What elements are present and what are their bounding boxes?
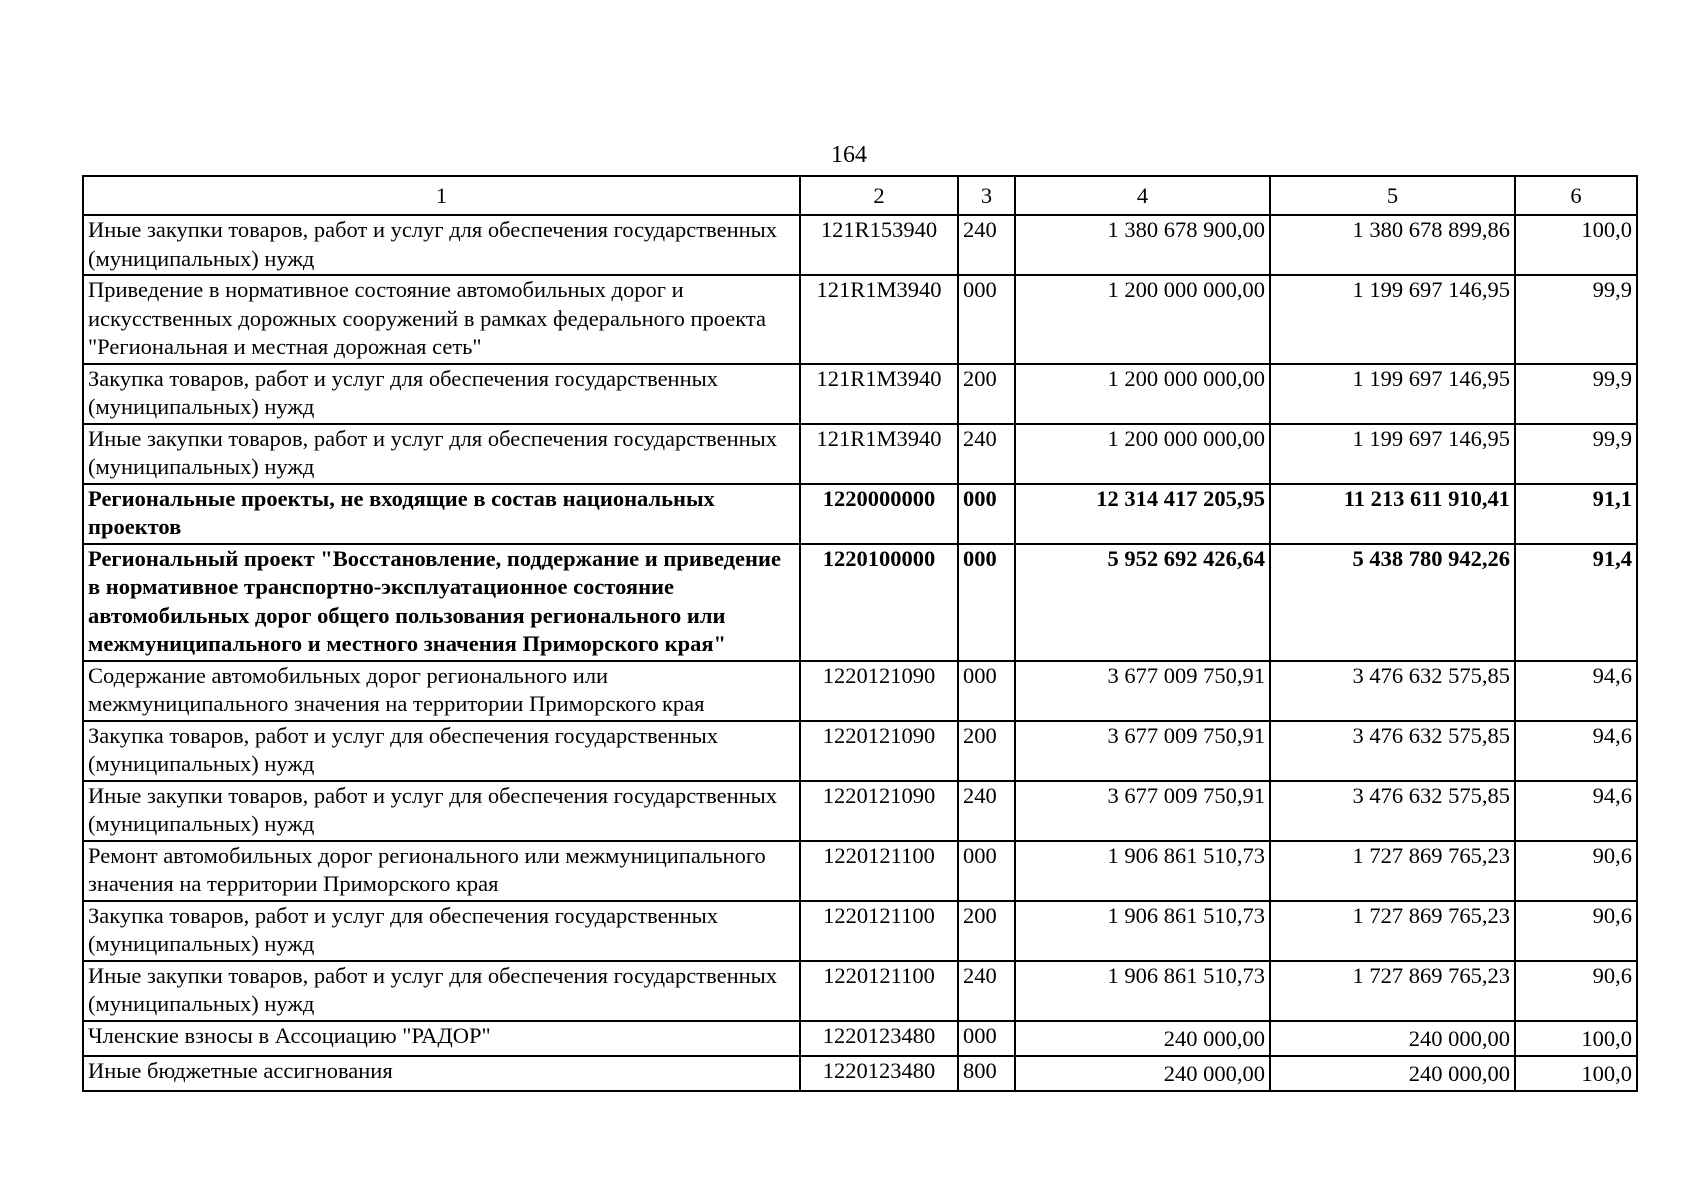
row-plan-cell: 1 380 678 900,00 <box>1015 215 1270 275</box>
row-name-cell: Иные закупки товаров, работ и услуг для обеспечения государственных (муниципальных) нужд <box>83 424 800 484</box>
row-type-cell: 200 <box>958 721 1015 781</box>
row-type-cell: 240 <box>958 781 1015 841</box>
row-name-cell: Членские взносы в Ассоциацию "РАДОР" <box>83 1021 800 1056</box>
row-code-cell: 121R1M3940 <box>800 275 958 364</box>
row-type-cell: 240 <box>958 215 1015 275</box>
table-row <box>83 961 1637 1021</box>
row-plan-cell: 240 000,00 <box>1015 1056 1270 1091</box>
row-fact-cell: 240 000,00 <box>1270 1021 1515 1056</box>
row-name-cell: Закупка товаров, работ и услуг для обеспечения государственных (муниципальных) нужд <box>83 901 800 961</box>
row-name-cell: Содержание автомобильных дорог регионального или межмуниципального значения на территории Приморского края <box>83 661 800 721</box>
header-cell: 5 <box>1270 176 1515 215</box>
row-code-cell: 1220123480 <box>800 1021 958 1056</box>
row-name-cell: Приведение в нормативное состояние автомобильных дорог и искусственных дорожных сооружений в рамках федерального проекта "Региональная и местная дорожная сеть" <box>83 275 800 364</box>
row-type-cell: 000 <box>958 544 1015 661</box>
page-number: 164 <box>831 142 867 168</box>
row-percent-cell: 100,0 <box>1515 1056 1637 1091</box>
row-fact-cell: 3 476 632 575,85 <box>1270 721 1515 781</box>
table-row <box>83 841 1637 901</box>
header-cell: 2 <box>800 176 958 215</box>
row-plan-cell: 1 906 861 510,73 <box>1015 961 1270 1021</box>
row-fact-cell: 1 199 697 146,95 <box>1270 424 1515 484</box>
table-row <box>83 1021 1637 1056</box>
row-name-cell: Иные закупки товаров, работ и услуг для обеспечения государственных (муниципальных) нужд <box>83 215 800 275</box>
row-percent-cell: 99,9 <box>1515 275 1637 364</box>
row-name-cell: Иные закупки товаров, работ и услуг для обеспечения государственных (муниципальных) нужд <box>83 781 800 841</box>
row-fact-cell: 5 438 780 942,26 <box>1270 544 1515 661</box>
row-plan-cell: 12 314 417 205,95 <box>1015 484 1270 544</box>
row-plan-cell: 240 000,00 <box>1015 1021 1270 1056</box>
row-fact-cell: 1 727 869 765,23 <box>1270 901 1515 961</box>
row-type-cell: 200 <box>958 364 1015 424</box>
row-percent-cell: 90,6 <box>1515 961 1637 1021</box>
row-fact-cell: 1 199 697 146,95 <box>1270 275 1515 364</box>
row-code-cell: 1220121100 <box>800 961 958 1021</box>
row-fact-cell: 1 199 697 146,95 <box>1270 364 1515 424</box>
header-row <box>83 176 1637 215</box>
row-fact-cell: 1 727 869 765,23 <box>1270 841 1515 901</box>
row-name-cell: Иные закупки товаров, работ и услуг для обеспечения государственных (муниципальных) нужд <box>83 961 800 1021</box>
row-fact-cell: 1 727 869 765,23 <box>1270 961 1515 1021</box>
table-row <box>83 721 1637 781</box>
row-percent-cell: 94,6 <box>1515 721 1637 781</box>
row-type-cell: 000 <box>958 841 1015 901</box>
table-row <box>83 544 1637 661</box>
table-row <box>83 215 1637 275</box>
row-code-cell: 121R1M3940 <box>800 364 958 424</box>
table-row <box>83 364 1637 424</box>
row-percent-cell: 100,0 <box>1515 1021 1637 1056</box>
header-cell: 1 <box>83 176 800 215</box>
row-plan-cell: 3 677 009 750,91 <box>1015 661 1270 721</box>
row-plan-cell: 1 906 861 510,73 <box>1015 901 1270 961</box>
table-row <box>83 424 1637 484</box>
row-type-cell: 240 <box>958 961 1015 1021</box>
row-type-cell: 000 <box>958 661 1015 721</box>
row-fact-cell: 11 213 611 910,41 <box>1270 484 1515 544</box>
row-name-cell: Региональный проект "Восстановление, поддержание и приведение в нормативное транспортно-эксплуатационное состояние автомобильных дорог общего пользования регионального или межмуниципального и местного значения Приморского края" <box>83 544 800 661</box>
row-percent-cell: 94,6 <box>1515 661 1637 721</box>
row-type-cell: 200 <box>958 901 1015 961</box>
row-name-cell: Закупка товаров, работ и услуг для обеспечения государственных (муниципальных) нужд <box>83 364 800 424</box>
row-percent-cell: 90,6 <box>1515 901 1637 961</box>
row-fact-cell: 1 380 678 899,86 <box>1270 215 1515 275</box>
row-percent-cell: 99,9 <box>1515 424 1637 484</box>
row-name-cell: Региональные проекты, не входящие в состав национальных проектов <box>83 484 800 544</box>
row-percent-cell: 91,4 <box>1515 544 1637 661</box>
row-plan-cell: 1 906 861 510,73 <box>1015 841 1270 901</box>
row-code-cell: 121R1M3940 <box>800 424 958 484</box>
row-code-cell: 1220123480 <box>800 1056 958 1091</box>
row-plan-cell: 1 200 000 000,00 <box>1015 275 1270 364</box>
row-code-cell: 1220121100 <box>800 841 958 901</box>
row-percent-cell: 90,6 <box>1515 841 1637 901</box>
row-percent-cell: 91,1 <box>1515 484 1637 544</box>
row-name-cell: Закупка товаров, работ и услуг для обеспечения государственных (муниципальных) нужд <box>83 721 800 781</box>
row-code-cell: 121R153940 <box>800 215 958 275</box>
budget-table <box>82 175 1638 1092</box>
row-plan-cell: 5 952 692 426,64 <box>1015 544 1270 661</box>
row-type-cell: 240 <box>958 424 1015 484</box>
row-type-cell: 000 <box>958 275 1015 364</box>
header-cell: 6 <box>1515 176 1637 215</box>
table-row <box>83 661 1637 721</box>
row-percent-cell: 94,6 <box>1515 781 1637 841</box>
row-fact-cell: 240 000,00 <box>1270 1056 1515 1091</box>
table-row <box>83 1056 1637 1091</box>
header-cell: 4 <box>1015 176 1270 215</box>
row-percent-cell: 100,0 <box>1515 215 1637 275</box>
row-name-cell: Ремонт автомобильных дорог регионального или межмуниципального значения на территории Приморского края <box>83 841 800 901</box>
row-type-cell: 800 <box>958 1056 1015 1091</box>
row-code-cell: 1220121090 <box>800 781 958 841</box>
row-plan-cell: 3 677 009 750,91 <box>1015 781 1270 841</box>
table-row <box>83 275 1637 364</box>
header-cell: 3 <box>958 176 1015 215</box>
row-code-cell: 1220121090 <box>800 661 958 721</box>
row-code-cell: 1220000000 <box>800 484 958 544</box>
table-body <box>83 215 1637 1091</box>
table-row <box>83 484 1637 544</box>
row-fact-cell: 3 476 632 575,85 <box>1270 661 1515 721</box>
row-type-cell: 000 <box>958 1021 1015 1056</box>
row-type-cell: 000 <box>958 484 1015 544</box>
row-fact-cell: 3 476 632 575,85 <box>1270 781 1515 841</box>
table-row <box>83 901 1637 961</box>
row-plan-cell: 1 200 000 000,00 <box>1015 424 1270 484</box>
row-code-cell: 1220121100 <box>800 901 958 961</box>
row-code-cell: 1220121090 <box>800 721 958 781</box>
row-plan-cell: 1 200 000 000,00 <box>1015 364 1270 424</box>
row-name-cell: Иные бюджетные ассигнования <box>83 1056 800 1091</box>
row-percent-cell: 99,9 <box>1515 364 1637 424</box>
table-row <box>83 781 1637 841</box>
row-plan-cell: 3 677 009 750,91 <box>1015 721 1270 781</box>
row-code-cell: 1220100000 <box>800 544 958 661</box>
